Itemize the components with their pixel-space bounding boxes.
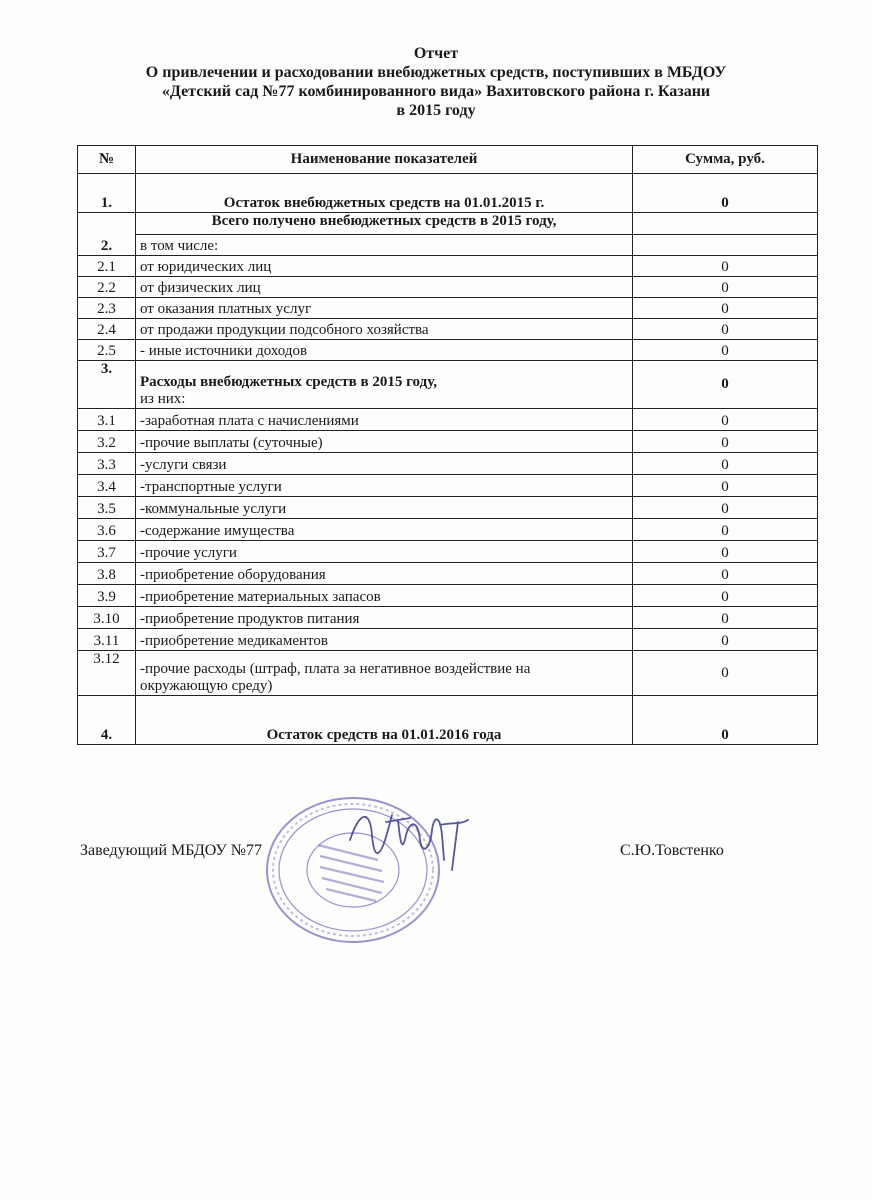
row-num: 3.4 bbox=[78, 475, 136, 497]
row-num: 3.3 bbox=[78, 453, 136, 475]
row-name: от юридических лиц bbox=[136, 256, 633, 277]
row-sum: 0 bbox=[633, 409, 818, 431]
row-num: 3.11 bbox=[78, 629, 136, 651]
row-name: -приобретение медикаментов bbox=[136, 629, 633, 651]
row-num: 3.1 bbox=[78, 409, 136, 431]
signature-name: С.Ю.Товстенко bbox=[620, 842, 724, 859]
row-title: Расходы внебюджетных средств в 2015 году, bbox=[140, 374, 437, 390]
table-row bbox=[78, 319, 818, 340]
row-num: 3.2 bbox=[78, 431, 136, 453]
row-sum bbox=[633, 235, 818, 256]
row-name: -прочие выплаты (суточные) bbox=[136, 431, 633, 453]
table-row bbox=[78, 607, 818, 629]
row-name: Всего получено внебюджетных средств в 2015 году, bbox=[136, 213, 633, 235]
signature-position: Заведующий МБДОУ №77 bbox=[80, 842, 262, 859]
row-sum: 0 bbox=[633, 340, 818, 361]
row-sum: 0 bbox=[633, 585, 818, 607]
report-subtitle-line2: «Детский сад №77 комбинированного вида» Вахитовского района г. Казани bbox=[161, 83, 711, 100]
row-name: -заработная плата с начислениями bbox=[136, 409, 633, 431]
table-row bbox=[78, 213, 818, 235]
table-row bbox=[78, 497, 818, 519]
row-num: 2.4 bbox=[78, 319, 136, 340]
row-sum: 0 bbox=[633, 519, 818, 541]
row-sum: 0 bbox=[633, 696, 818, 745]
row-num: 1. bbox=[78, 174, 136, 213]
table-row bbox=[78, 256, 818, 277]
row-name: -содержание имущества bbox=[136, 519, 633, 541]
table-row bbox=[78, 340, 818, 361]
row-num: 3.5 bbox=[78, 497, 136, 519]
row-name: Остаток внебюджетных средств на 01.01.2015 г. bbox=[136, 174, 633, 213]
row-num: 2.5 bbox=[78, 340, 136, 361]
header-sum: Сумма, руб. bbox=[633, 146, 818, 174]
table-row bbox=[78, 651, 818, 696]
row-name: от продажи продукции подсобного хозяйства bbox=[136, 319, 633, 340]
row-num: 3.10 bbox=[78, 607, 136, 629]
row-name: - иные источники доходов bbox=[136, 340, 633, 361]
row-num: 3.6 bbox=[78, 519, 136, 541]
row-num: 3.7 bbox=[78, 541, 136, 563]
row-name bbox=[136, 361, 633, 409]
table-row bbox=[78, 585, 818, 607]
row-sum bbox=[633, 213, 818, 235]
row-name: -транспортные услуги bbox=[136, 475, 633, 497]
table-row bbox=[78, 453, 818, 475]
row-sum: 0 bbox=[633, 563, 818, 585]
row-name: -приобретение материальных запасов bbox=[136, 585, 633, 607]
row-sum: 0 bbox=[633, 629, 818, 651]
row-subtitle: из них: bbox=[140, 391, 186, 407]
report-subtitle-line3: в 2015 году bbox=[396, 102, 476, 119]
report-title: Отчет bbox=[413, 45, 459, 62]
row-sum: 0 bbox=[633, 298, 818, 319]
row-num: 2. bbox=[78, 213, 136, 256]
row-sum: 0 bbox=[633, 277, 818, 298]
row-sum: 0 bbox=[633, 174, 818, 213]
row-name: -приобретение продуктов питания bbox=[136, 607, 633, 629]
row-name: -прочие услуги bbox=[136, 541, 633, 563]
table-row bbox=[78, 475, 818, 497]
row-sum: 0 bbox=[633, 319, 818, 340]
row-sum: 0 bbox=[633, 256, 818, 277]
row-sum: 0 bbox=[633, 453, 818, 475]
report-subtitle-line1: О привлечении и расходовании внебюджетных средств, поступивших в МБДОУ bbox=[145, 64, 727, 81]
table-row bbox=[78, 431, 818, 453]
row-name: -услуги связи bbox=[136, 453, 633, 475]
row-num: 3.8 bbox=[78, 563, 136, 585]
table-row bbox=[78, 563, 818, 585]
table-row bbox=[78, 298, 818, 319]
row-name: -приобретение оборудования bbox=[136, 563, 633, 585]
report-table bbox=[77, 145, 818, 745]
row-name: от физических лиц bbox=[136, 277, 633, 298]
row-num: 2.1 bbox=[78, 256, 136, 277]
row-num: 4. bbox=[78, 696, 136, 745]
table-row bbox=[78, 277, 818, 298]
row-sum: 0 bbox=[633, 497, 818, 519]
row-subtitle: в том числе: bbox=[136, 235, 633, 256]
table-row bbox=[78, 174, 818, 213]
row-sum: 0 bbox=[633, 541, 818, 563]
report-header bbox=[0, 44, 872, 120]
row-sum: 0 bbox=[633, 361, 818, 409]
table-header-row bbox=[78, 146, 818, 174]
row-num: 2.3 bbox=[78, 298, 136, 319]
table-row bbox=[78, 629, 818, 651]
row-num: 3.9 bbox=[78, 585, 136, 607]
row-num: 2.2 bbox=[78, 277, 136, 298]
row-name-line1: -прочие расходы (штраф, плата за негативное воздействие на bbox=[140, 661, 531, 677]
table-row bbox=[78, 361, 818, 409]
row-num: 3. bbox=[78, 361, 136, 409]
row-name bbox=[136, 651, 633, 696]
table-row bbox=[78, 519, 818, 541]
row-sum: 0 bbox=[633, 607, 818, 629]
row-num: 3.12 bbox=[78, 651, 136, 696]
signature-scribble-icon bbox=[340, 800, 490, 875]
row-sum: 0 bbox=[633, 431, 818, 453]
row-sum: 0 bbox=[633, 475, 818, 497]
row-name-line2: окружающую среду) bbox=[140, 678, 273, 694]
table-row bbox=[78, 696, 818, 745]
row-name: от оказания платных услуг bbox=[136, 298, 633, 319]
table-row bbox=[78, 235, 818, 256]
row-name: -коммунальные услуги bbox=[136, 497, 633, 519]
row-sum: 0 bbox=[633, 651, 818, 696]
header-num: № bbox=[78, 146, 136, 174]
row-name: Остаток средств на 01.01.2016 года bbox=[136, 696, 633, 745]
table-row bbox=[78, 409, 818, 431]
header-name: Наименование показателей bbox=[136, 146, 633, 174]
table-row bbox=[78, 541, 818, 563]
